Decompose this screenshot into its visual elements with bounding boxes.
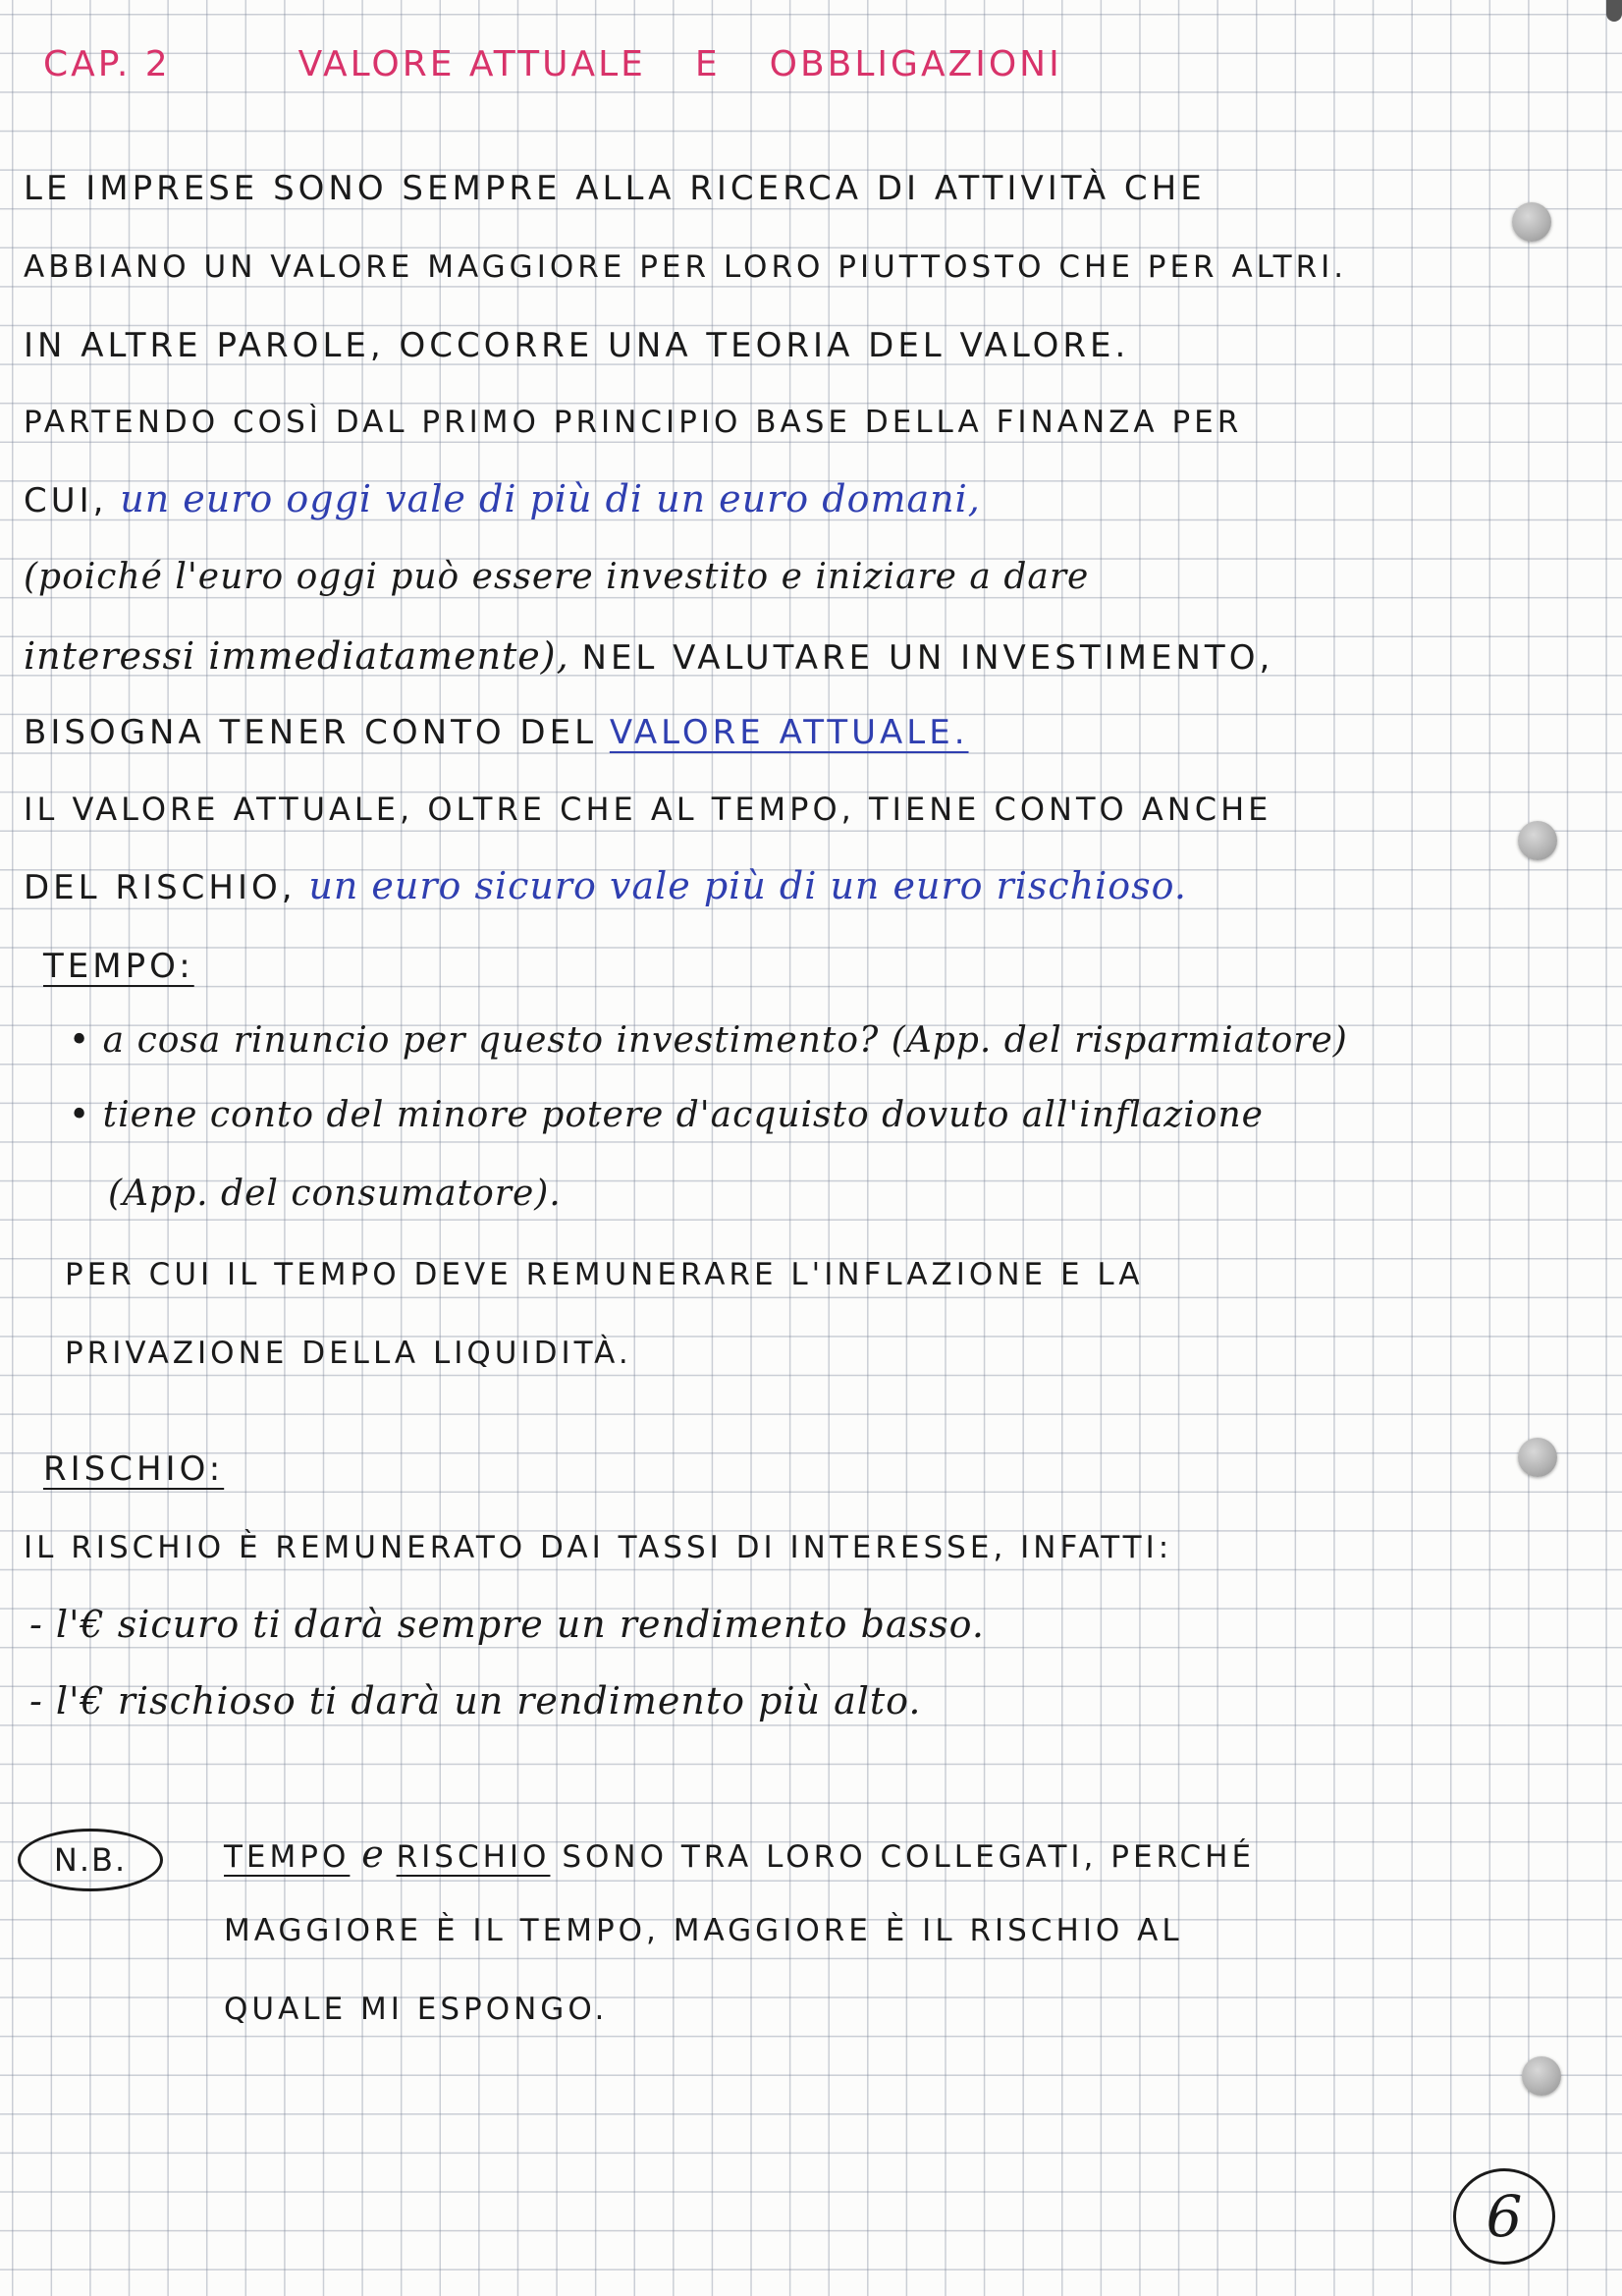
text-line-1: LE IMPRESE SONO SEMPRE ALLA RICERCA DI ATTIVITÀ CHE xyxy=(24,169,1206,208)
text-line-10-start: DEL RISCHIO, xyxy=(24,868,297,907)
punch-hole-icon xyxy=(1512,202,1551,242)
title-part-1: VALORE ATTUALE xyxy=(297,44,646,84)
punch-hole-icon xyxy=(1518,1438,1557,1477)
risk-highlight: un euro sicuro vale più di un euro rischioso. xyxy=(308,864,1187,907)
page-number-value: 6 xyxy=(1486,2183,1523,2250)
tempo-paragraph-line-2: PRIVAZIONE DELLA LIQUIDITÀ. xyxy=(65,1336,632,1371)
page-title xyxy=(43,43,1062,86)
nb-line-1 xyxy=(224,1832,1255,1879)
nb-word-tempo: TEMPO xyxy=(224,1839,351,1875)
text-line-9: IL VALORE ATTUALE, OLTRE CHE AL TEMPO, TIENE CONTO ANCHE xyxy=(24,791,1272,828)
nb-line-2: MAGGIORE È IL TEMPO, MAGGIORE È IL RISCHIO AL xyxy=(224,1913,1183,1948)
nb-word-rischio: RISCHIO xyxy=(396,1839,551,1875)
nb-label: N.B. xyxy=(53,1841,128,1879)
binder-clip-icon xyxy=(1606,0,1622,22)
text-line-3: IN ALTRE PAROLE, OCCORRE UNA TEORIA DEL VALORE. xyxy=(24,326,1130,365)
text-line-8 xyxy=(24,711,969,754)
text-line-7-start: interessi immediatamente), xyxy=(24,634,569,678)
tempo-paragraph-line-1: PER CUI IL TEMPO DEVE REMUNERARE L'INFLAZIONE E LA xyxy=(65,1257,1144,1292)
text-line-5 xyxy=(24,477,981,522)
rischio-dash-1: - l'€ sicuro ti darà sempre un rendimento basso. xyxy=(29,1603,985,1646)
punch-hole-icon xyxy=(1518,821,1557,860)
nb-line-1-rest: SONO TRA LORO COLLEGATI, PERCHÉ xyxy=(562,1839,1256,1875)
tempo-heading: TEMPO: xyxy=(43,947,194,986)
rischio-dash-2: - l'€ rischioso ti darà un rendimento più alto. xyxy=(29,1679,922,1722)
tempo-bullet-1: • a cosa rinuncio per questo investimento? (App. del risparmiatore) xyxy=(69,1020,1348,1061)
page-number xyxy=(1453,2168,1555,2265)
rischio-paragraph: IL RISCHIO È REMUNERATO DAI TASSI DI INTERESSE, INFATTI: xyxy=(24,1530,1173,1565)
text-line-4: PARTENDO COSÌ DAL PRIMO PRINCIPIO BASE DELLA FINANZA PER xyxy=(24,405,1243,440)
text-line-10 xyxy=(24,864,1187,909)
text-line-7 xyxy=(24,634,1273,680)
nb-line-3: QUALE MI ESPONGO. xyxy=(224,1992,609,2027)
tempo-bullet-2-continued: (App. del consumatore). xyxy=(108,1174,562,1214)
chapter-label: CAP. 2 xyxy=(43,44,171,84)
punch-hole-icon xyxy=(1522,2056,1561,2096)
principle-highlight: un euro oggi vale di più di un euro domani, xyxy=(120,477,981,520)
text-line-6: (poiché l'euro oggi può essere investito e iniziare a dare xyxy=(24,557,1090,597)
title-part-3: OBBLIGAZIONI xyxy=(769,44,1062,84)
nb-badge xyxy=(18,1829,163,1891)
text-line-7-end: NEL VALUTARE UN INVESTIMENTO, xyxy=(581,638,1274,678)
nb-word-e: e xyxy=(361,1832,385,1876)
rischio-heading: RISCHIO: xyxy=(43,1449,225,1489)
valore-attuale-highlight: VALORE ATTUALE. xyxy=(609,713,969,752)
tempo-bullet-2: • tiene conto del minore potere d'acquisto dovuto all'inflazione xyxy=(69,1095,1264,1135)
text-line-8-start: BISOGNA TENER CONTO DEL xyxy=(24,713,598,752)
title-part-2: E xyxy=(694,44,721,84)
text-line-5-start: CUI, xyxy=(24,481,108,520)
text-line-2: ABBIANO UN VALORE MAGGIORE PER LORO PIUTTOSTO CHE PER ALTRI. xyxy=(24,249,1348,285)
